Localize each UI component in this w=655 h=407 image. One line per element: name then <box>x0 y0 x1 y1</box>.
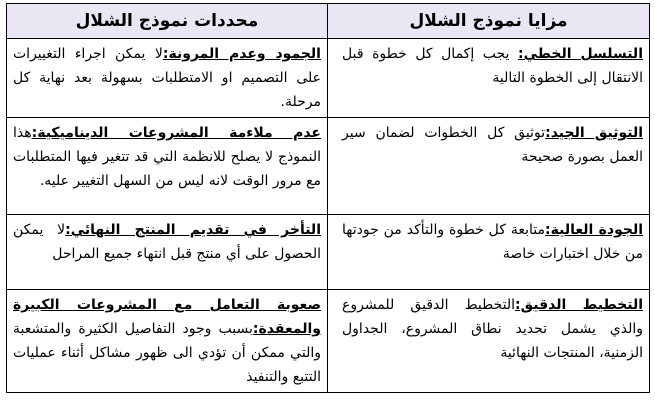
table-row <box>7 290 650 393</box>
advantage-cell <box>328 290 650 393</box>
advantage-text: التخطيط الدقيق للمشروع والذي يشمل تحديد نطاق المشروع، الجداول الزمنية، المنتجات النهائية <box>342 297 643 361</box>
limitations-header: محددات نموذج الشلال <box>7 4 328 39</box>
limitation-label: الجمود وعدم المرونة: <box>162 46 321 62</box>
advantage-cell <box>328 118 650 215</box>
limitation-cell <box>7 39 328 118</box>
advantage-cell <box>328 39 650 118</box>
advantage-text: توثيق كل الخطوات لضمان سير العمل بصورة صحيحة <box>342 125 643 165</box>
advantage-label: التوثيق الجيد: <box>545 125 643 141</box>
limitation-label: عدم ملاءمة المشروعات الديناميكية: <box>31 125 321 141</box>
advantage-label: التخطيط الدقيق: <box>515 297 643 313</box>
limitation-text: لا يمكن اجراء التغييرات على التصميم او الامتطلبات بسهولة بعد نهاية كل مرحلة. <box>13 46 321 110</box>
advantage-cell <box>328 215 650 290</box>
advantage-text: متابعة كل خطوة والتأكد من جودتها من خلال اختبارات خاصة <box>342 222 643 262</box>
limitation-cell <box>7 215 328 290</box>
table-row <box>7 39 650 118</box>
waterfall-comparison-table <box>6 3 650 393</box>
limitation-text: هذا النموذج لا يصلح للانظمة التي قد تتغير فيها المتطلبات مع مرور الوقت لانه ليس من السهل التغيير عليه. <box>13 125 321 189</box>
limitation-label: التأخر في تقديم المنتج النهائي: <box>65 222 321 238</box>
advantage-label: الجودة العالية: <box>545 222 644 238</box>
advantage-text: يجب إكمال كل خطوة قبل الانتقال إلى الخطوة التالية <box>342 46 643 86</box>
advantage-label: التسلسل الخطي: <box>518 46 643 62</box>
table-row <box>7 215 650 290</box>
limitation-label: صعوبة التعامل مع المشروعات الكبيرة والمعقدة: <box>13 297 321 337</box>
limitation-text: بسبب وجود التفاصيل الكثيرة والمتشعبة والتي ممكن أن تؤدي الى ظهور مشاكل أثناء عمليات التتبع والتنفيذ <box>13 321 321 385</box>
table-row <box>7 118 650 215</box>
limitation-text: لا يمكن الحصول على أي منتج قبل انتهاء جميع المراحل <box>13 222 321 262</box>
table-header-row <box>7 4 650 39</box>
limitation-cell <box>7 118 328 215</box>
advantages-header: مزايا نموذج الشلال <box>328 4 650 39</box>
limitation-cell <box>7 290 328 393</box>
